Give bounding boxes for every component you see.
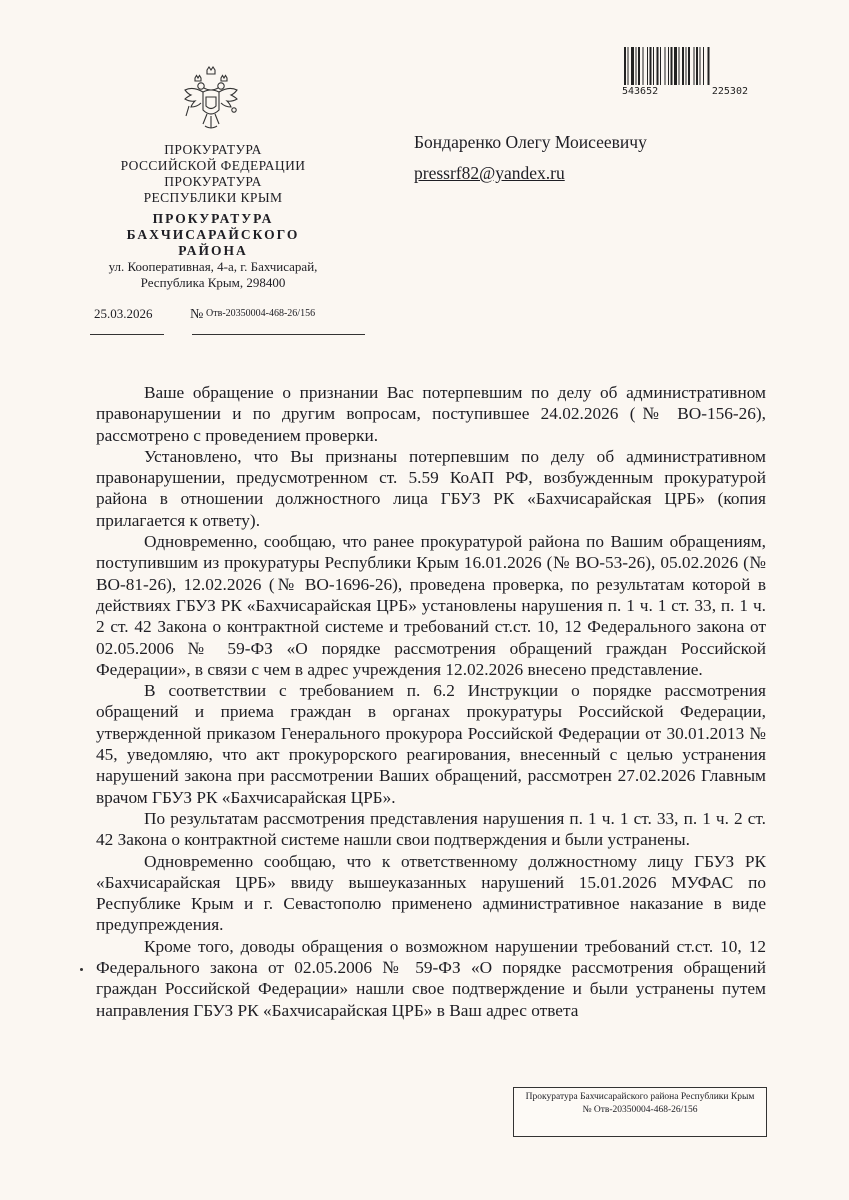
letter-date: 25.03.2026 <box>94 306 153 321</box>
barcode-left-number: 543652 <box>622 86 659 97</box>
org-line-4: РЕСПУБЛИКИ КРЫМ <box>143 190 283 205</box>
letter-body <box>96 382 766 1021</box>
org-name-bold <box>80 211 346 259</box>
address-line-1: ул. Кооперативная, 4-а, г. Бахчисарай, <box>108 259 318 274</box>
org-header <box>80 142 346 206</box>
registration-stamp <box>513 1087 767 1137</box>
recipient-email: pressrf82@yandex.ru <box>414 163 565 183</box>
body-paragraph-5: По результатам рассмотрения представления нарушения п. 1 ч. 1 ст. 33, п. 1 ч. 2 ст. 42 Закона о контрактной системе нашли свои подтверждения и были устранены. <box>96 808 766 850</box>
stamp-number: № Отв-20350004-468-26/156 <box>582 1105 698 1115</box>
body-paragraph-2: Установлено, что Вы признаны потерпевшим по делу об административном правонарушении, предусмотренном ст. 5.59 КоАП РФ, возбужденным прокуратурой района в отношении должностного лица ГБУЗ РК «Бахчисарайская ЦРБ» (копия прилагается к ответу). <box>96 446 766 530</box>
stamp-org: Прокуратура Бахчисарайского района Республики Крым <box>525 1092 755 1102</box>
date-underline <box>90 334 164 335</box>
body-paragraph-1: Ваше обращение о признании Вас потерпевшим по делу об административном правонарушении и по другим вопросам, поступившее 24.02.2026 (№ ВО-156-26), рассмотрено с проведением проверки. <box>96 383 766 445</box>
body-paragraph-4: В соответствии с требованием п. 6.2 Инструкции о порядке рассмотрения обращений и приема граждан в органах прокуратуры Российской Федерации, утвержденной приказом Генерального прокурора Российской Федерации от 30.01.2013 № 45, уведомляю, что акт прокурорского реагирования, внесенный с целью устранения нарушений закона при рассмотрении Ваших обращений, рассмотрен 27.02.2026 Главным врачом ГБУЗ РК «Бахчисарайская ЦРБ». <box>96 681 766 807</box>
recipient-name: Бондаренко Олегу Моисеевичу <box>414 132 647 152</box>
body-paragraph-3: Одновременно, сообщаю, что ранее прокуратурой района по Вашим обращениям, поступившим из прокуратуры Республики Крым 16.01.2026 (№ ВО-53-26), 05.02.2026 (№ ВО-81-26), 12.02.2026 (№ ВО-1696-26), проведена проверка, по результатам которой в действиях ГБУЗ РК «Бахчисарайская ЦРБ» установлены нарушения п. 1 ч. 1 ст. 33, п. 1 ч. 2 ст. 42 Закона о контрактной системе и требований ст.ст. 10, 12 Федерального закона от 02.05.2006 № 59-ФЗ «О порядке рассмотрения обращений граждан Российской Федерации», в связи с чем в адрес учреждения 12.02.2026 внесено представление. <box>96 532 766 679</box>
barcode-right-number: 225302 <box>711 86 748 97</box>
barcode-icon <box>624 47 744 85</box>
coat-of-arms-icon <box>183 66 239 132</box>
org-bold-line-3: РАЙОНА <box>178 243 248 258</box>
org-line-3: ПРОКУРАТУРА <box>164 174 262 189</box>
number-underline <box>192 334 365 335</box>
org-bold-line-1: ПРОКУРАТУРА <box>152 211 274 226</box>
barcode-numbers <box>622 86 748 97</box>
org-bold-line-2: БАХЧИСАРАЙСКОГО <box>126 227 300 242</box>
address-line-2: Республика Крым, 298400 <box>140 275 286 290</box>
body-paragraph-7: Кроме того, доводы обращения о возможном нарушении требований ст.ст. 10, 12 Федерального закона от 02.05.2006 № 59-ФЗ «О порядке рассмотрения обращений граждан Российской Федерации» нашли свое подтверждение и были устранены путем направления ГБУЗ РК «Бахчисарайская ЦРБ» в Ваш адрес ответа <box>96 936 766 1020</box>
letter-number: Отв-20350004-468-26/156 <box>206 308 316 319</box>
org-line-1: ПРОКУРАТУРА <box>164 142 262 157</box>
org-address <box>80 259 346 291</box>
margin-dot <box>80 968 83 971</box>
org-line-2: РОССИЙСКОЙ ФЕДЕРАЦИИ <box>120 158 306 173</box>
body-paragraph-6: Одновременно сообщаю, что к ответственному должностному лицу ГБУЗ РК «Бахчисарайская ЦРБ» ввиду вышеуказанных нарушений 15.01.2026 МУФАС по Республике Крым и г. Севастополю применено административное наказание в виде предупреждения. <box>96 851 766 935</box>
number-sign: № <box>190 307 204 322</box>
